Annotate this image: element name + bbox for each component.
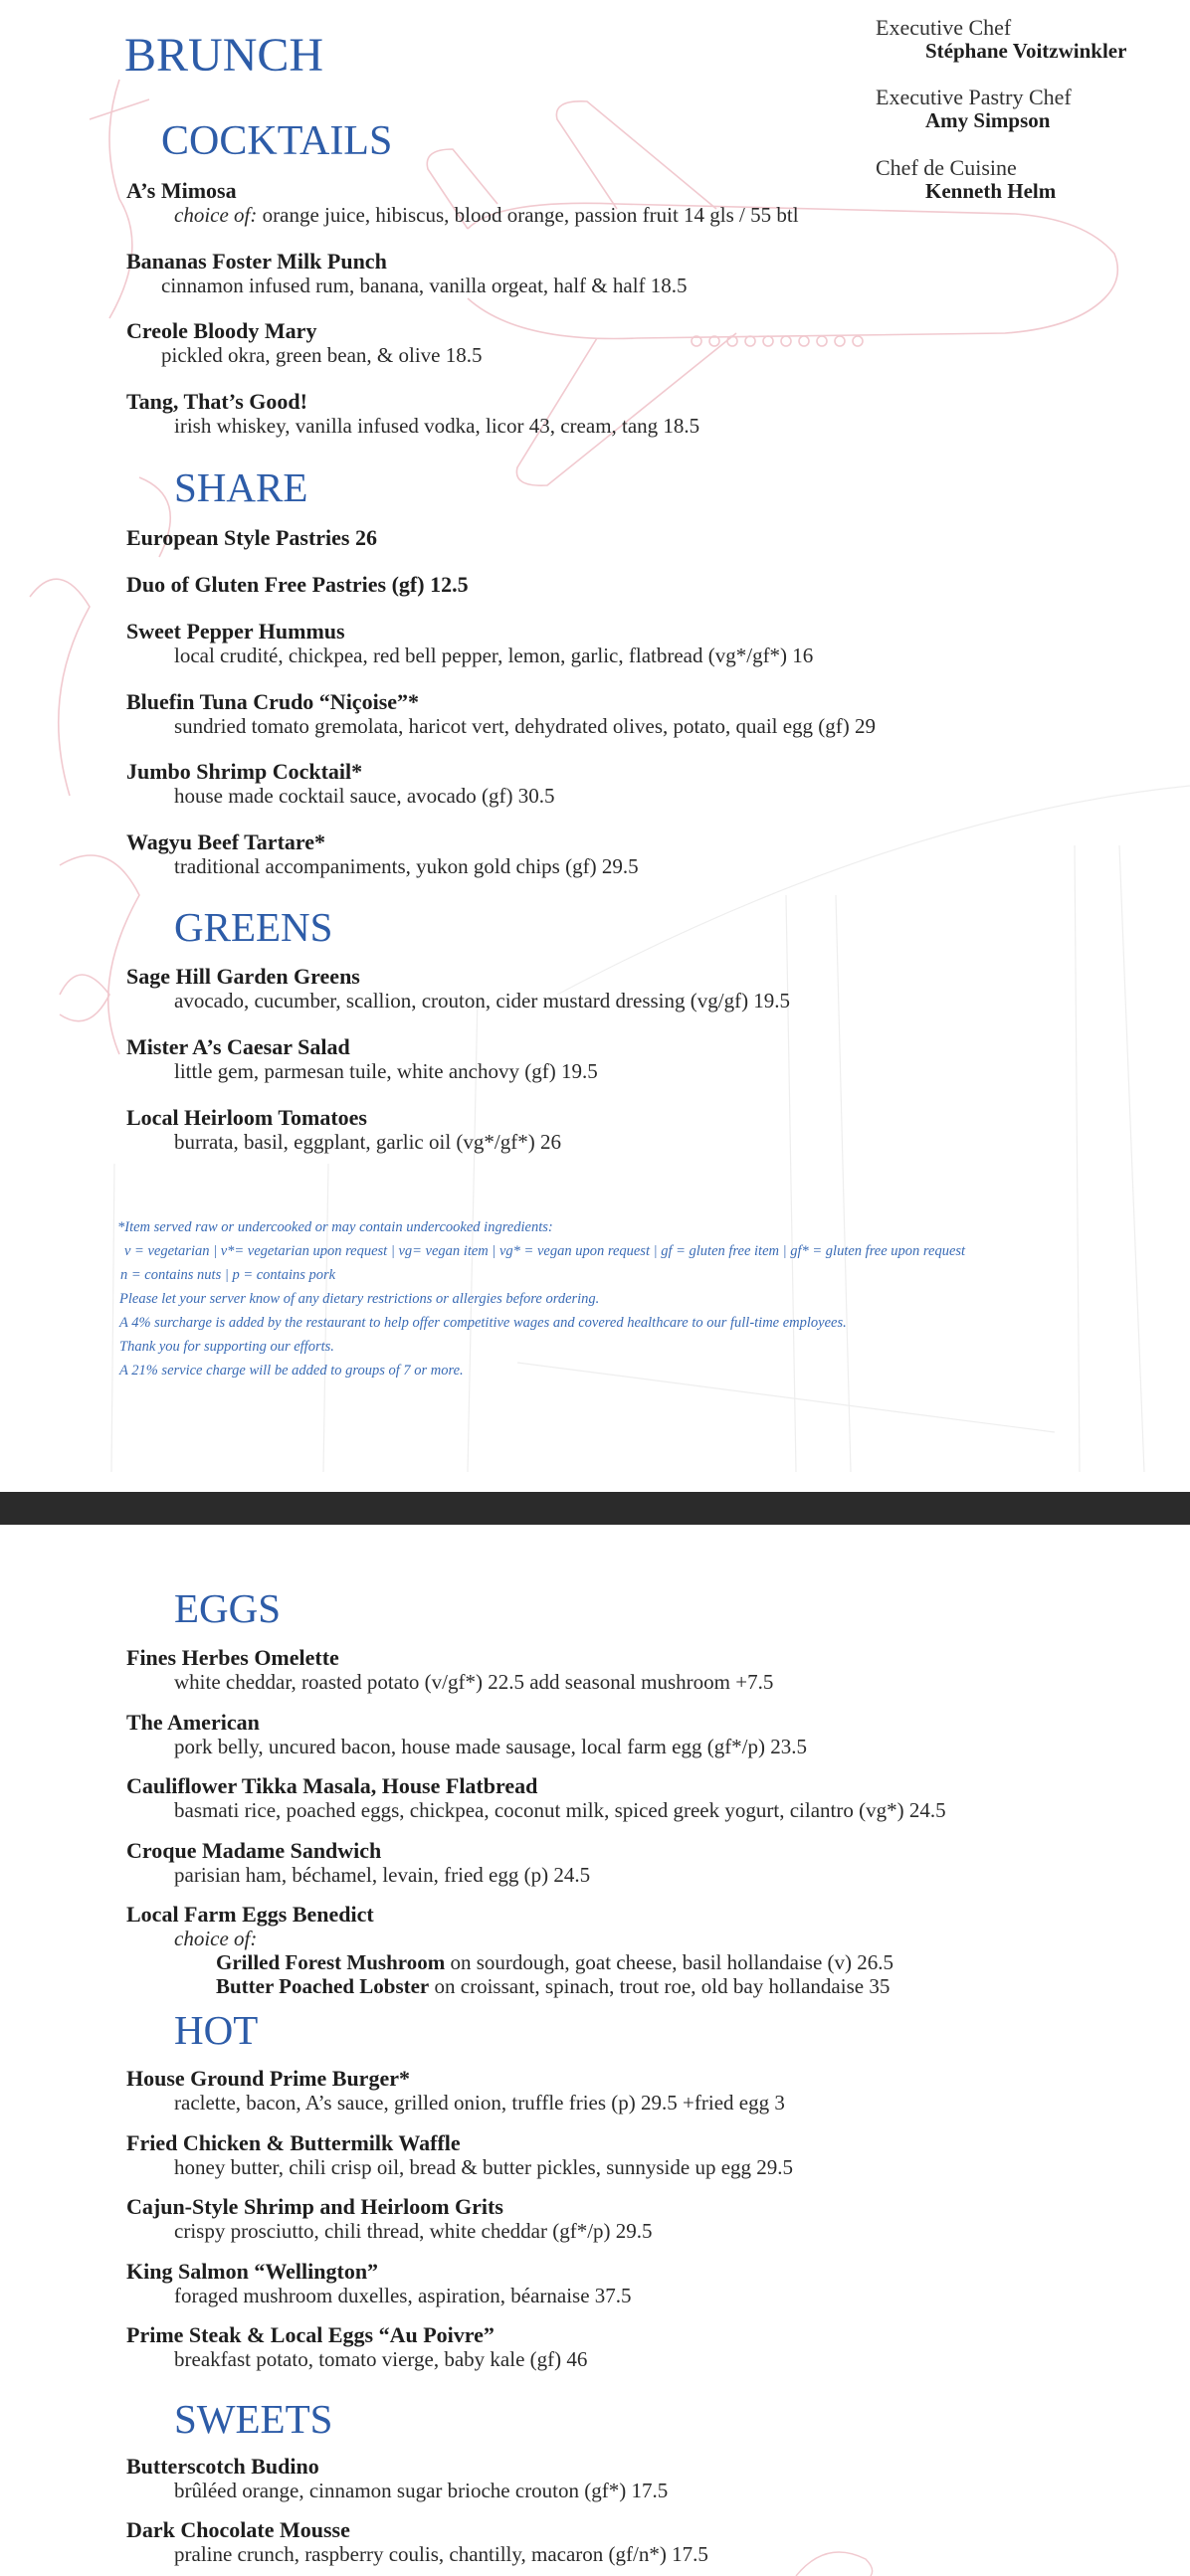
item-name: Mister A’s Caesar Salad — [126, 1034, 350, 1059]
chef-credit — [876, 16, 1148, 62]
item-name: Creole Bloody Mary — [126, 318, 317, 343]
chef-title: Executive Chef — [876, 15, 1012, 40]
note-line: A 21% service charge will be added to groups of 7 or more. — [119, 1363, 464, 1379]
chef-title: Executive Pastry Chef — [876, 85, 1072, 109]
item-name: Cauliflower Tikka Masala, House Flatbread — [126, 1773, 538, 1798]
menu-item — [126, 2131, 793, 2179]
menu-item — [126, 1903, 893, 1998]
menu-item — [126, 573, 469, 597]
item-description — [126, 203, 799, 227]
item-name: Bananas Foster Milk Punch — [126, 249, 387, 274]
item-name: Prime Steak & Local Eggs “Au Poivre” — [126, 2322, 495, 2347]
item-name: Dark Chocolate Mousse — [126, 2517, 350, 2542]
menu-item — [126, 620, 813, 667]
chef-name: Kenneth Helm — [925, 179, 1057, 203]
item-description: crispy prosciutto, chili thread, white cheddar (gf*/p) 29.5 — [174, 2219, 653, 2243]
item-description: parisian ham, béchamel, levain, fried egg (p) 24.5 — [174, 1863, 591, 1887]
section-title-cocktails: COCKTAILS — [161, 118, 393, 164]
item-name: Local Farm Eggs Benedict — [126, 1902, 374, 1927]
item-description: cinnamon infused rum, banana, vanilla orgeat, half & half 18.5 — [161, 274, 688, 297]
item-name: King Salmon “Wellington” — [126, 2259, 379, 2284]
item-description: white cheddar, roasted potato (v/gf*) 22.5 add seasonal mushroom +7.5 — [174, 1670, 774, 1694]
dietary-notes — [117, 1215, 1172, 1382]
item-description — [126, 1927, 893, 1950]
item-description: house made cocktail sauce, avocado (gf) 30.5 — [174, 784, 555, 808]
item-description: basmati rice, poached eggs, chickpea, coconut milk, spiced greek yogurt, cilantro (vg*) 24.5 — [174, 1798, 946, 1822]
chef-credit — [876, 86, 1148, 131]
menu-item — [126, 1711, 807, 1758]
item-name: Fines Herbes Omelette — [126, 1645, 339, 1670]
note-line: Thank you for supporting our efforts. — [119, 1339, 334, 1355]
choice-of-label: choice of: — [174, 1927, 258, 1950]
section-title-greens: GREENS — [174, 904, 333, 950]
option-description: on sourdough, goat cheese, basil hollandaise (v) 26.5 — [445, 1950, 894, 1974]
menu-item — [126, 2518, 708, 2566]
item-description: local crudité, chickpea, red bell pepper, lemon, garlic, flatbread (vg*/gf*) 16 — [174, 644, 814, 667]
page-separator — [0, 1492, 1190, 1525]
item-description-text: orange juice, hibiscus, blood orange, passion fruit 14 gls / 55 btl — [257, 203, 799, 227]
chef-name: Amy Simpson — [925, 108, 1051, 132]
menu-item — [126, 2195, 653, 2243]
menu-item — [126, 2260, 632, 2307]
item-name: Croque Madame Sandwich — [126, 1838, 382, 1863]
item-name: House Ground Prime Burger* — [126, 2066, 410, 2091]
benedict-option — [126, 1974, 893, 1998]
section-title-sweets: SWEETS — [174, 2396, 333, 2442]
menu-item — [126, 390, 699, 438]
menu-item — [126, 965, 790, 1012]
item-description: irish whiskey, vanilla infused vodka, licor 43, cream, tang 18.5 — [174, 414, 700, 438]
section-title-hot: HOT — [174, 2007, 259, 2053]
menu-item — [126, 526, 377, 550]
menu-item — [126, 1774, 946, 1822]
item-name: Duo of Gluten Free Pastries (gf) 12.5 — [126, 572, 469, 597]
note-line: *Item served raw or undercooked or may contain undercooked ingredients: — [117, 1219, 553, 1235]
item-description: pickled okra, green bean, & olive 18.5 — [161, 343, 483, 367]
item-description: pork belly, uncured bacon, house made sausage, local farm egg (gf*/p) 23.5 — [174, 1735, 808, 1758]
item-name: Bluefin Tuna Crudo “Niçoise”* — [126, 689, 420, 714]
chef-title: Chef de Cuisine — [876, 155, 1017, 180]
item-description: avocado, cucumber, scallion, crouton, cider mustard dressing (vg/gf) 19.5 — [174, 989, 791, 1012]
menu-item — [126, 690, 876, 738]
item-name: Jumbo Shrimp Cocktail* — [126, 759, 363, 784]
menu-item — [126, 1106, 561, 1154]
item-description: breakfast potato, tomato vierge, baby kale (gf) 46 — [174, 2347, 588, 2371]
menu-item — [126, 2067, 785, 2115]
note-line: Please let your server know of any dietary restrictions or allergies before ordering. — [119, 1291, 600, 1307]
item-description: raclette, bacon, A’s sauce, grilled onion, truffle fries (p) 29.5 +fried egg 3 — [174, 2091, 785, 2115]
note-line: A 4% surcharge is added by the restaurant to help offer competitive wages and covered healthcare to our full-time employees. — [119, 1315, 847, 1331]
section-title-share: SHARE — [174, 464, 308, 510]
menu-item — [126, 830, 639, 878]
menu-item — [126, 319, 482, 367]
item-name: Wagyu Beef Tartare* — [126, 829, 326, 854]
item-description: brûléed orange, cinnamon sugar brioche crouton (gf*) 17.5 — [174, 2479, 669, 2502]
item-description: traditional accompaniments, yukon gold chips (gf) 29.5 — [174, 854, 639, 878]
menu-item — [126, 1646, 773, 1694]
item-name: Sage Hill Garden Greens — [126, 964, 360, 989]
menu-item — [126, 179, 799, 227]
item-name: A’s Mimosa — [126, 178, 237, 203]
option-name: Grilled Forest Mushroom — [216, 1950, 446, 1974]
menu-title: BRUNCH — [124, 29, 324, 82]
item-name: European Style Pastries 26 — [126, 525, 377, 550]
item-name: Fried Chicken & Buttermilk Waffle — [126, 2130, 461, 2155]
menu-item — [126, 2323, 587, 2371]
item-description: sundried tomato gremolata, haricot vert, dehydrated olives, potato, quail egg (gf) 29 — [174, 714, 877, 738]
section-title-eggs: EGGS — [174, 1585, 282, 1631]
menu-item — [126, 2455, 668, 2502]
option-description: on croissant, spinach, trout roe, old bay hollandaise 35 — [429, 1974, 891, 1998]
item-name: Cajun-Style Shrimp and Heirloom Grits — [126, 2194, 503, 2219]
note-line: n = contains nuts | p = contains pork — [120, 1267, 336, 1283]
item-name: Local Heirloom Tomatoes — [126, 1105, 367, 1130]
item-description: foraged mushroom duxelles, aspiration, béarnaise 37.5 — [174, 2284, 632, 2307]
chef-name: Stéphane Voitzwinkler — [925, 39, 1127, 63]
item-name: Butterscotch Budino — [126, 2454, 319, 2479]
option-name: Butter Poached Lobster — [216, 1974, 430, 1998]
item-name: The American — [126, 1710, 260, 1735]
menu-page-mains — [0, 1525, 1190, 2576]
menu-item — [126, 1839, 590, 1887]
note-line: v = vegetarian | v*= vegetarian upon request | vg= vegan item | vg* = vegan upon request | gf = gluten free item | gf* = gluten free upon request — [124, 1243, 966, 1259]
item-name: Tang, That’s Good! — [126, 389, 307, 414]
menu-item — [126, 250, 688, 297]
item-description: little gem, parmesan tuile, white anchovy (gf) 19.5 — [174, 1059, 598, 1083]
item-description: burrata, basil, eggplant, garlic oil (vg*/gf*) 26 — [174, 1130, 561, 1154]
menu-item — [126, 760, 555, 808]
chef-credit — [876, 156, 1148, 202]
item-name: Sweet Pepper Hummus — [126, 619, 345, 644]
choice-of-label: choice of: — [174, 203, 258, 227]
benedict-option — [126, 1950, 893, 1974]
menu-item — [126, 1035, 598, 1083]
item-description: praline crunch, raspberry coulis, chantilly, macaron (gf/n*) 17.5 — [174, 2542, 708, 2566]
item-description: honey butter, chili crisp oil, bread & butter pickles, sunnyside up egg 29.5 — [174, 2155, 794, 2179]
